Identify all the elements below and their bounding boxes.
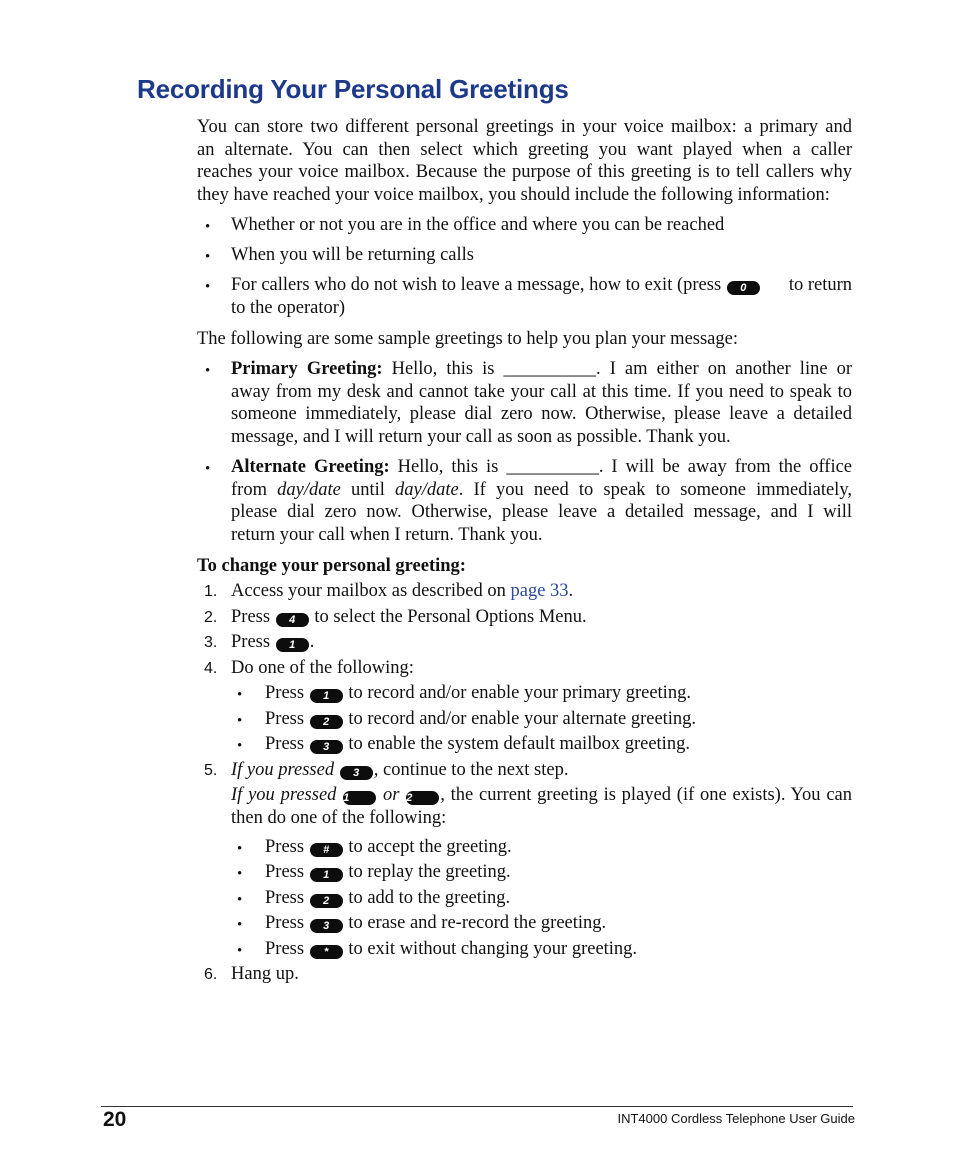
page-33-link[interactable]: page 33 (510, 581, 569, 601)
option-text: to add to the greeting. (348, 888, 511, 908)
info-bullet-returning: When you will be returning calls (231, 245, 475, 265)
text-rest: . If you need to speak to someone immediately, (458, 479, 852, 500)
step-4-option (265, 733, 690, 756)
key-2-icon: 2 (406, 791, 439, 805)
comma: , (440, 785, 445, 805)
key-4-icon: 4 (276, 613, 309, 627)
press-text: Press (265, 888, 305, 908)
step-5-option (265, 836, 512, 859)
text-until: until (350, 479, 385, 500)
procedure-title (197, 555, 466, 578)
step-2 (231, 606, 587, 629)
option-text: to record and/or enable your primary greeting. (348, 683, 691, 703)
primary-greeting (231, 358, 852, 449)
press-text: Press (265, 683, 305, 703)
bullet-icon: • (237, 866, 243, 882)
step-5-text: continue to the next step. (382, 760, 569, 780)
step-number: 2. (204, 609, 218, 626)
option-text: to accept the greeting. (348, 837, 512, 857)
step-3 (231, 631, 314, 654)
key-1-icon: 1 (276, 638, 309, 652)
intro-paragraph (197, 116, 852, 207)
key-2-icon: 2 (310, 715, 343, 729)
step-4-option (265, 682, 691, 705)
intro-line: reaches your voice mailbox. Because the purpose of this greeting is to tell callers why (197, 162, 852, 183)
step-5-alt-line: then do one of the following: (231, 807, 447, 828)
press-text: Press (265, 837, 305, 857)
bullet-icon: • (237, 841, 243, 857)
if-pressed-italic: If you pressed (231, 760, 335, 780)
step-1 (231, 580, 573, 603)
alternate-greeting-line: please dial zero now. Otherwise, please leave a detailed message, and I will (231, 502, 852, 523)
step-1-period: . (568, 581, 574, 601)
bullet-icon: • (205, 219, 211, 235)
info-bullet-exit (231, 274, 761, 297)
press-text: Press (231, 607, 271, 627)
info-bullet-exit-line2: to the operator) (231, 298, 346, 318)
option-text: to enable the system default mailbox greeting. (348, 734, 690, 754)
bullet-icon: • (205, 363, 211, 379)
alternate-greeting-line (231, 479, 852, 502)
key-1-icon: 1 (310, 689, 343, 703)
press-text: Press (265, 734, 305, 754)
step-number: 5. (204, 762, 218, 779)
bullet-icon: • (237, 713, 243, 729)
primary-greeting-line (231, 358, 852, 381)
info-bullet-exit-text: For callers who do not wish to leave a message, how to exit (press (231, 275, 722, 295)
primary-greeting-line: someone immediately, please dial zero now. Otherwise, please leave a detailed (231, 404, 852, 425)
step-5-option (265, 912, 606, 935)
primary-greeting-text: Hello, this is __________. I am either on another line or (391, 359, 853, 379)
primary-greeting-line: away from my desk and cannot take your call at this time. If you need to speak to (231, 381, 852, 402)
alternate-greeting-line: return your call when I return. Thank you. (231, 525, 543, 546)
press-text: Press (265, 939, 305, 959)
option-text: to replay the greeting. (348, 862, 511, 882)
option-text: to erase and re-record the greeting. (348, 913, 607, 933)
alternate-greeting-text: Hello, this is __________. I will be away from the office (397, 457, 853, 477)
intro-line: an alternate. You can then select which greeting you want played when a caller (197, 139, 852, 160)
step-5-alt (231, 784, 852, 829)
info-bullet-exit-after: to return (788, 275, 852, 295)
comma: , (373, 760, 379, 780)
bullet-icon: • (237, 917, 243, 933)
step-3-period: . (309, 632, 315, 652)
text-from: from (231, 479, 267, 500)
alternate-greeting (231, 456, 852, 547)
step-5-alt-line (231, 784, 852, 807)
page-number: 20 (103, 1108, 127, 1131)
primary-greeting-line: message, and I will return your call as soon as possible. Thank you. (231, 427, 731, 448)
option-text: to exit without changing your greeting. (348, 939, 638, 959)
press-text: Press (265, 709, 305, 729)
press-text: Press (231, 632, 271, 652)
alternate-greeting-line (231, 456, 852, 479)
key-1-icon: 1 (310, 868, 343, 882)
key-3-icon: 3 (310, 740, 343, 754)
bullet-icon: • (237, 687, 243, 703)
bullet-icon: • (237, 738, 243, 754)
bullet-icon: • (237, 943, 243, 959)
primary-greeting-label: Primary Greeting: (231, 359, 383, 379)
press-text: Press (265, 913, 305, 933)
option-text: to record and/or enable your alternate greeting. (348, 709, 697, 729)
step-number: 3. (204, 634, 218, 651)
step-5 (231, 759, 568, 782)
info-bullet-office: Whether or not you are in the office and where you can be reached (231, 215, 725, 235)
step-4-text: Do one of the following: (231, 658, 414, 678)
or-italic: or (382, 785, 400, 805)
intro-line: You can store two different personal greetings in your voice mailbox: a primary and (197, 117, 852, 137)
bullet-icon: • (205, 461, 211, 477)
intro-line: they have reached your voice mailbox, you should include the following information: (197, 185, 830, 206)
step-5-option (265, 887, 510, 910)
press-text: Press (265, 862, 305, 882)
step-number: 1. (204, 583, 218, 600)
bullet-icon: • (205, 249, 211, 265)
guide-title: INT4000 Cordless Telephone User Guide (617, 1111, 855, 1126)
footer-divider (101, 1106, 853, 1107)
key-star-icon: * (310, 945, 343, 959)
key-3-icon: 3 (340, 766, 373, 780)
step-5-option (265, 938, 637, 961)
page-title: Recording Your Personal Greetings (137, 74, 569, 104)
step-1-text: Access your mailbox as described on (231, 581, 506, 601)
key-3-icon: 3 (310, 919, 343, 933)
step-number: 4. (204, 660, 218, 677)
step-4-option (265, 708, 696, 731)
key-2-icon: 2 (310, 894, 343, 908)
step-number: 6. (204, 966, 218, 983)
step-2-text: to select the Personal Options Menu. (314, 607, 587, 627)
key-1-icon: 1 (343, 791, 376, 805)
day-date-italic: day/date (395, 479, 459, 500)
samples-intro: The following are some sample greetings to help you plan your message: (197, 329, 738, 349)
if-pressed-italic: If you pressed (231, 785, 337, 805)
key-hash-icon: # (310, 843, 343, 857)
step-6-text: Hang up. (231, 964, 299, 984)
bullet-icon: • (205, 279, 211, 295)
step-5-alt-text: the current greeting is played (if one exists). You can (450, 785, 852, 805)
procedure-title-text: To change your personal greeting: (197, 556, 466, 576)
alternate-greeting-label: Alternate Greeting: (231, 457, 390, 477)
day-date-italic: day/date (277, 479, 341, 500)
key-0-icon: 0 (727, 281, 760, 295)
bullet-icon: • (237, 892, 243, 908)
step-5-option (265, 861, 511, 884)
